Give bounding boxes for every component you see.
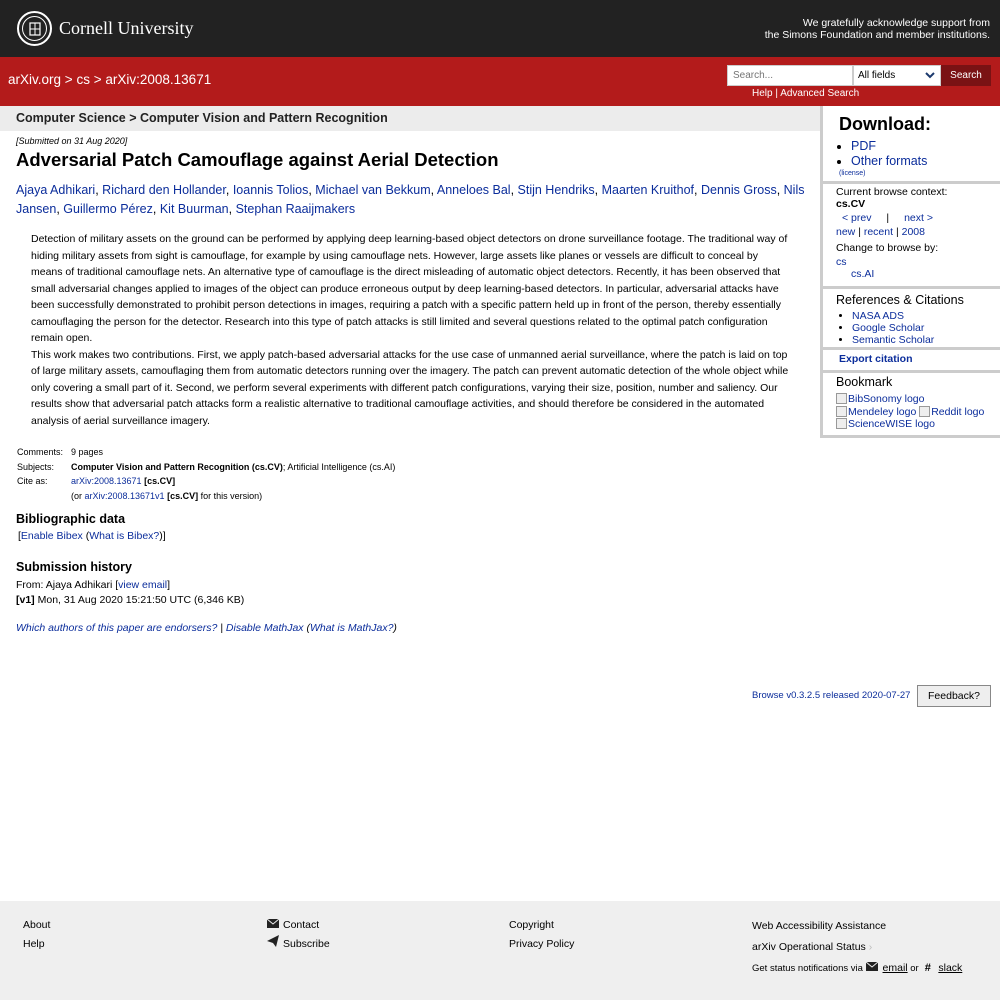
divider bbox=[823, 370, 1000, 373]
bibsonomy-link[interactable] bbox=[836, 393, 924, 405]
advanced-search-link[interactable]: Advanced Search bbox=[780, 88, 860, 99]
cite-suffix: for this version) bbox=[198, 490, 263, 501]
context-label: Current browse context: bbox=[836, 186, 948, 198]
acknowledgement bbox=[765, 17, 990, 41]
version-label: [v1] bbox=[16, 594, 35, 606]
slack-notify-link[interactable]: slack bbox=[938, 962, 963, 974]
about-link[interactable]: About bbox=[23, 919, 51, 931]
version-v1 bbox=[16, 594, 244, 606]
divider bbox=[823, 286, 1000, 289]
broken-image-icon bbox=[836, 393, 847, 404]
what-is-mathjax-link[interactable]: What is MathJax? bbox=[309, 622, 394, 634]
or-text: or bbox=[910, 963, 919, 974]
next-link[interactable]: next > bbox=[904, 212, 933, 224]
author-link[interactable]: Guillermo Pérez bbox=[63, 202, 153, 216]
other-formats-link[interactable]: Other formats bbox=[851, 154, 928, 168]
paren: ( bbox=[303, 622, 310, 634]
author-separator: , bbox=[510, 183, 518, 197]
primary-subject: Computer Vision and Pattern Recognition (cs.CV) bbox=[71, 461, 283, 472]
google-scholar-link[interactable]: Google Scholar bbox=[852, 322, 925, 334]
author-link[interactable]: Stephan Raaijmakers bbox=[235, 202, 356, 216]
author-link[interactable]: Anneloes Bal bbox=[436, 183, 511, 197]
author-separator: , bbox=[152, 202, 160, 216]
mendeley-alt: Mendeley logo bbox=[848, 405, 917, 418]
author-separator: , bbox=[228, 202, 236, 216]
crumb-paper-id[interactable]: arXiv:2008.13671 bbox=[105, 72, 212, 87]
version-date: Mon, 31 Aug 2020 15:21:50 UTC (6,346 KB) bbox=[34, 594, 245, 606]
search-links bbox=[752, 88, 859, 99]
author-link[interactable]: Stijn Hendriks bbox=[517, 183, 595, 197]
abstract-paragraph-1: Detection of military assets on the ground can be performed by applying deep learning-based object detectors on drone surveillance footage. The traditional way of hiding military assets from sight is camouflage, for example by using camouflage nets. However, large assets like planes or vessels are difficult to conceal by means of traditional camouflage nets. An alternative type of camouflage is the direct misleading of automatic object detectors. Recently, it has been observed that small adversarial changes applied to images of the object can produce erroneous output by deep learning-based detectors. In particular, adversarial attacks have been successfully demonstrated to prohibit person detections in images, requiring a patch with a specific pattern held up in front of the person, thereby essentially camouflaging the person for the detector. Research into this type of patch attacks is still limited and several questions related to the optimal patch configuration remain open. bbox=[31, 233, 788, 344]
what-is-bibex-link[interactable]: What is Bibex? bbox=[89, 530, 160, 542]
bookmark-heading: Bookmark bbox=[836, 375, 893, 389]
cite-or: (or bbox=[71, 490, 85, 501]
abstract bbox=[31, 231, 791, 429]
nav-sep: | bbox=[886, 212, 890, 224]
cite-link[interactable]: arXiv:2008.13671 bbox=[71, 476, 142, 486]
subscribe-link[interactable]: Subscribe bbox=[283, 938, 330, 950]
author-separator: , bbox=[308, 183, 316, 197]
comments-label: Comments: bbox=[17, 447, 64, 457]
cornell-banner bbox=[0, 0, 1000, 57]
nav-sep: | bbox=[895, 226, 899, 238]
cite-category: [cs.CV] bbox=[144, 476, 176, 486]
author-separator: , bbox=[594, 183, 602, 197]
endorse-links bbox=[16, 622, 397, 634]
download-list bbox=[851, 139, 1000, 169]
cornell-seal-icon bbox=[17, 11, 52, 46]
email-notify-link[interactable]: email bbox=[882, 962, 908, 974]
slack-icon: # bbox=[924, 962, 931, 974]
disable-mathjax-link[interactable]: Disable MathJax bbox=[225, 622, 304, 634]
browse-context bbox=[836, 186, 1000, 280]
bookmark-links bbox=[836, 393, 1000, 431]
breadcrumb bbox=[8, 72, 211, 87]
recent-link[interactable]: recent bbox=[863, 226, 894, 238]
bibliographic-heading: Bibliographic data bbox=[16, 512, 126, 526]
cite-v1-link[interactable]: arXiv:2008.13671v1 bbox=[84, 490, 165, 501]
browse-csai-link[interactable]: cs.AI bbox=[851, 268, 875, 280]
context-value: cs.CV bbox=[836, 198, 866, 210]
paper-title: Adversarial Patch Camouflage against Aerial Detection bbox=[16, 149, 499, 170]
divider bbox=[823, 347, 1000, 350]
browse-cs-link[interactable]: cs bbox=[836, 256, 847, 268]
author-separator: , bbox=[694, 183, 701, 197]
comments-value: 9 pages bbox=[71, 447, 104, 457]
feedback-button[interactable]: Feedback? bbox=[917, 685, 991, 707]
author-list bbox=[16, 181, 806, 219]
author-link[interactable]: Nils Jansen bbox=[16, 183, 805, 216]
reddit-link[interactable] bbox=[919, 406, 984, 418]
cite-v1-category: [cs.CV] bbox=[167, 490, 199, 501]
ack-line-1: We gratefully acknowledge support from bbox=[802, 17, 990, 29]
author-separator: , bbox=[225, 183, 233, 197]
reddit-alt: Reddit logo bbox=[931, 405, 985, 418]
envelope-icon bbox=[866, 958, 879, 979]
arxiv-header bbox=[0, 57, 1000, 106]
author-link[interactable]: Maarten Kruithof bbox=[601, 183, 695, 197]
crumb-sep: > bbox=[64, 72, 73, 87]
submitter bbox=[16, 579, 170, 591]
year-link[interactable]: 2008 bbox=[901, 226, 925, 238]
abstract-paragraph-2: This work makes two contributions. First, we apply patch-based adversarial attacks for the use case of unmanned aerial surveillance, where the patch is laid on top of large military assets, camouflaging them from automatic detectors running over the imagery. The patch can prevent automatic detection of the whole object while only covering a small part of it. Second, we perform several experiments with different patch configurations, varying their size, position, number and saliency. Our results show that adversarial patch attacks form a realistic alternative to traditional camouflage activities, and should therefore be considered in the automated analysis of aerial surveillance imagery. bbox=[31, 348, 789, 427]
contact-link[interactable]: Contact bbox=[283, 919, 320, 931]
status-link[interactable]: arXiv Operational Status bbox=[752, 941, 866, 953]
cornell-logo[interactable] bbox=[17, 11, 193, 46]
search-input[interactable] bbox=[727, 65, 853, 86]
enable-bibex-link[interactable]: Enable Bibex bbox=[20, 530, 83, 542]
author-link[interactable]: Ajaya Adhikari bbox=[16, 183, 96, 197]
divider bbox=[823, 181, 1000, 184]
change-browse-label: Change to browse by: bbox=[836, 242, 939, 254]
author-link[interactable]: Dennis Gross bbox=[700, 183, 777, 197]
references-list bbox=[852, 310, 1000, 346]
privacy-link[interactable]: Privacy Policy bbox=[509, 938, 575, 950]
search-field-value: All fields bbox=[858, 70, 896, 81]
cite-label: Cite as: bbox=[17, 476, 48, 486]
submission-history-heading: Submission history bbox=[16, 560, 132, 574]
bracket: [ bbox=[18, 530, 21, 542]
right-sidebar bbox=[820, 106, 1000, 438]
nav-sep: | bbox=[858, 226, 861, 238]
export-citation-link[interactable]: Export citation bbox=[839, 353, 913, 365]
broken-image-icon bbox=[919, 406, 930, 417]
semantic-scholar-link[interactable]: Semantic Scholar bbox=[852, 334, 935, 346]
link-sep: | bbox=[217, 622, 226, 634]
search-button[interactable]: Search bbox=[941, 65, 991, 86]
references-heading: References & Citations bbox=[836, 293, 964, 307]
author-link[interactable]: Michael van Bekkum bbox=[315, 183, 431, 197]
pdf-link[interactable]: PDF bbox=[851, 139, 876, 153]
secondary-subject: ; Artificial Intelligence (cs.AI) bbox=[282, 461, 396, 472]
browse-version-link[interactable]: Browse v0.3.2.5 released 2020-07-27 bbox=[752, 690, 911, 701]
author-link[interactable]: Richard den Hollander bbox=[102, 183, 226, 197]
help-link[interactable]: Help bbox=[752, 88, 773, 99]
footer-help-link[interactable]: Help bbox=[23, 938, 45, 950]
author-separator: , bbox=[56, 202, 64, 216]
notify-label: Get status notifications via bbox=[752, 963, 863, 974]
link-sep: | bbox=[775, 88, 778, 99]
author-separator: , bbox=[95, 183, 103, 197]
mendeley-link[interactable] bbox=[836, 406, 916, 418]
author-link[interactable]: Kit Buurman bbox=[159, 202, 229, 216]
metadata-table bbox=[17, 445, 395, 503]
download-heading: Download: bbox=[839, 114, 931, 134]
license-link[interactable]: (license) bbox=[839, 170, 866, 177]
broken-image-icon bbox=[836, 406, 847, 417]
author-separator: , bbox=[776, 183, 784, 197]
bibsonomy-alt: BibSonomy logo bbox=[848, 393, 925, 405]
submitted-date: [Submitted on 31 Aug 2020] bbox=[16, 136, 128, 146]
search-field-select[interactable] bbox=[853, 65, 941, 86]
bibex-controls bbox=[18, 530, 166, 542]
endorsers-link[interactable]: Which authors of this paper are endorsers? bbox=[16, 622, 218, 634]
copyright-link[interactable]: Copyright bbox=[509, 919, 554, 931]
subject-heading: Computer Science > Computer Vision and Pattern Recognition bbox=[16, 111, 388, 125]
nasa-ads-link[interactable]: NASA ADS bbox=[852, 310, 904, 322]
ack-line-2: the Simons Foundation and member institutions. bbox=[764, 29, 990, 41]
paper-plane-icon bbox=[266, 935, 279, 954]
chevron-down-icon bbox=[925, 69, 935, 84]
subjects-label: Subjects: bbox=[17, 461, 55, 472]
bracket: )] bbox=[159, 530, 166, 542]
crumb-arxiv[interactable]: arXiv.org bbox=[8, 72, 62, 87]
submitter-name: From: Ajaya Adhikari [ bbox=[16, 579, 119, 591]
accessibility-link[interactable]: Web Accessibility Assistance bbox=[752, 920, 887, 932]
sciencewise-alt: ScienceWISE logo bbox=[848, 418, 935, 430]
sciencewise-link[interactable] bbox=[836, 418, 935, 430]
chevron-right-icon: › bbox=[868, 941, 873, 953]
author-link[interactable]: Ioannis Tolios bbox=[232, 183, 309, 197]
bracket: ] bbox=[167, 579, 171, 591]
new-link[interactable]: new bbox=[836, 226, 856, 238]
footer bbox=[0, 901, 1000, 1000]
view-email-link[interactable]: view email bbox=[118, 579, 168, 591]
author-separator: , bbox=[430, 183, 437, 197]
cornell-name: Cornell University bbox=[59, 18, 194, 38]
broken-image-icon bbox=[836, 418, 847, 429]
crumb-sep: > bbox=[93, 72, 102, 87]
paren: ) bbox=[393, 622, 397, 634]
subject-header bbox=[0, 106, 820, 131]
prev-link[interactable]: < prev bbox=[842, 212, 872, 224]
envelope-icon bbox=[266, 916, 279, 935]
crumb-cs[interactable]: cs bbox=[76, 72, 90, 87]
paren: ( bbox=[82, 530, 90, 542]
